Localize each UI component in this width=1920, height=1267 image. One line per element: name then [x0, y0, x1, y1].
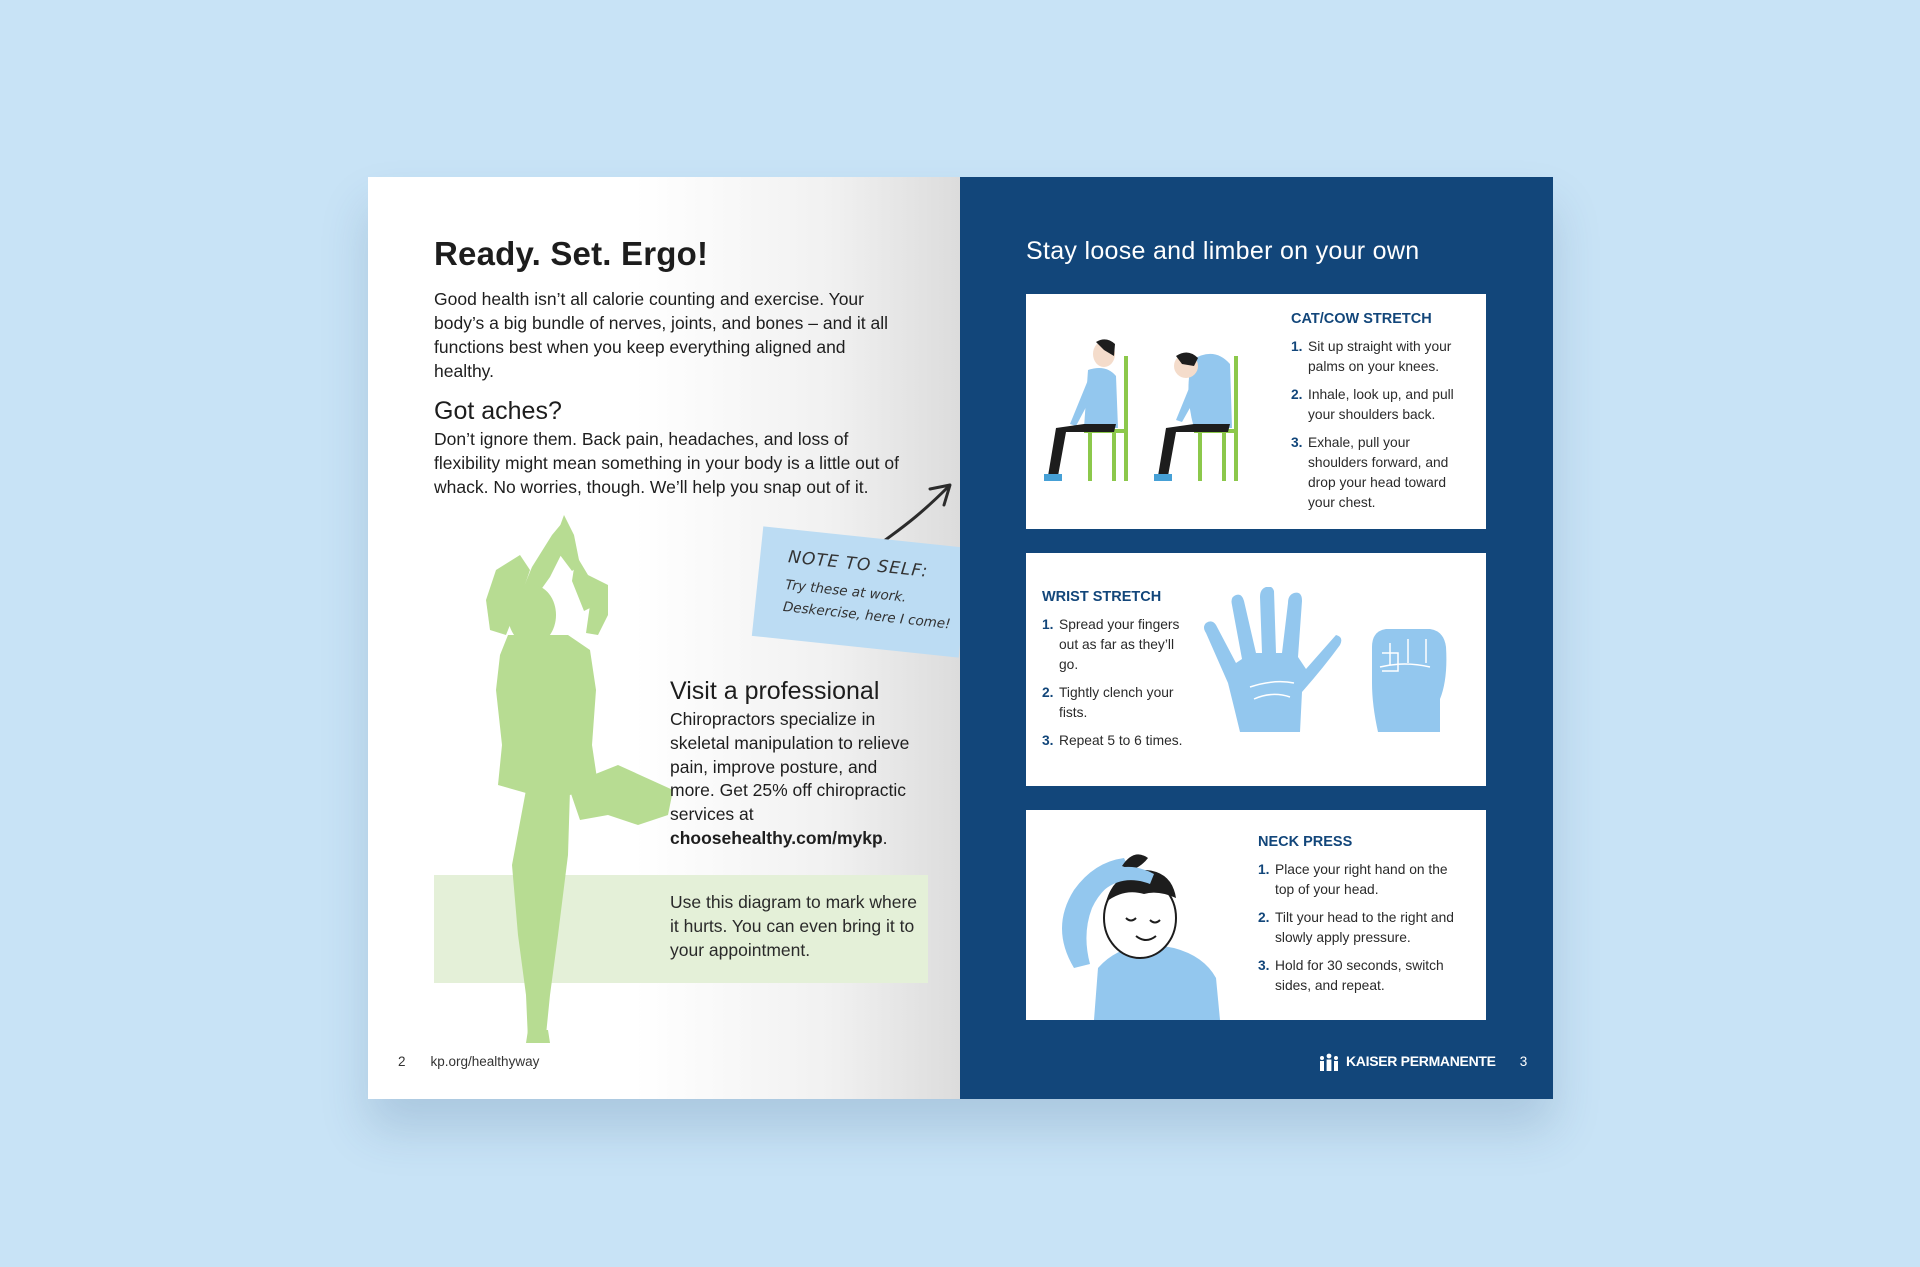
list-item	[1258, 908, 1470, 948]
step-number: 2.	[1042, 685, 1054, 700]
professional-paragraph	[670, 708, 920, 851]
brochure-spread	[368, 177, 1553, 1099]
step-text: Place your right hand on the top of your head.	[1275, 862, 1448, 897]
wrist-stretch-card	[1026, 553, 1486, 786]
arrow-icon	[878, 477, 958, 547]
list-item	[1291, 385, 1471, 425]
kaiser-permanente-logo-icon	[1318, 1053, 1340, 1071]
seated-stretch-illustration	[1044, 336, 1254, 486]
list-item	[1291, 337, 1471, 377]
intro-paragraph: Good health isn’t all calorie counting and exercise. Your body’s a big bundle of nerves, joints, and bones – and it all functions best when you keep everything aligned and healthy.	[434, 289, 889, 381]
wrist-heading: WRIST STRETCH	[1042, 589, 1162, 605]
neck-press-illustration	[1054, 848, 1224, 1020]
list-item	[1042, 731, 1197, 751]
step-text: Exhale, pull your shoulders forward, and drop your head toward your chest.	[1308, 435, 1449, 510]
step-number: 3.	[1042, 733, 1054, 748]
neck-press-card	[1026, 810, 1486, 1020]
page-number: 3	[1519, 1054, 1528, 1069]
wrist-steps	[1042, 615, 1197, 759]
step-text: Hold for 30 seconds, switch sides, and repeat.	[1275, 958, 1444, 993]
hand-stretch-illustration	[1194, 587, 1464, 737]
list-item	[1042, 683, 1197, 723]
step-text: Repeat 5 to 6 times.	[1059, 733, 1183, 748]
step-text: Tilt your head to the right and slowly apply pressure.	[1275, 910, 1454, 945]
step-text: Inhale, look up, and pull your shoulders back.	[1308, 387, 1454, 422]
step-number: 1.	[1291, 339, 1303, 354]
aches-heading: Got aches?	[434, 397, 562, 425]
note-line: Deskercise, here I come!	[782, 598, 952, 633]
right-page-title: Stay loose and limber on your own	[1026, 237, 1420, 265]
cat-cow-card	[1026, 294, 1486, 529]
step-number: 1.	[1042, 617, 1054, 632]
neck-press-steps	[1258, 860, 1470, 1004]
step-number: 2.	[1291, 387, 1303, 402]
professional-period: .	[882, 827, 888, 848]
list-item	[1258, 956, 1470, 996]
right-footer	[1318, 1053, 1527, 1071]
step-number: 3.	[1291, 435, 1303, 450]
footer-url[interactable]: kp.org/healthyway	[430, 1054, 540, 1069]
aches-paragraph: Don’t ignore them. Back pain, headaches, and loss of flexibility might mean something in your body is a little out of whack. No worries, though. We’ll help you snap out of it.	[434, 429, 899, 497]
note-heading: NOTE TO SELF:	[787, 547, 930, 582]
professional-text: Chiropractors specialize in skeletal manipulation to relieve pain, improve posture, and more. Get 25% off chiropractic services at	[670, 709, 910, 825]
page-number: 2	[398, 1054, 406, 1069]
note-line: Try these at work.	[784, 577, 908, 606]
brand-name: KAISER PERMANENTE	[1346, 1053, 1496, 1069]
step-text: Spread your fingers out as far as they’ll go.	[1059, 617, 1180, 672]
step-number: 3.	[1258, 958, 1270, 973]
step-text: Tightly clench your fists.	[1059, 685, 1174, 720]
cat-cow-steps	[1291, 337, 1471, 521]
diagram-instructions: Use this diagram to mark where it hurts. You can even bring it to your appointment.	[670, 892, 918, 960]
sticky-note-text	[782, 547, 957, 632]
list-item	[1258, 860, 1470, 900]
list-item	[1291, 433, 1471, 513]
step-number: 2.	[1258, 910, 1270, 925]
yoga-tree-pose-illustration	[468, 515, 678, 1045]
right-page	[960, 177, 1553, 1099]
left-page	[368, 177, 960, 1099]
chiropractic-link[interactable]: choosehealthy.com/mykp	[670, 827, 883, 848]
sticky-note	[752, 526, 960, 657]
cat-cow-heading: CAT/COW STRETCH	[1291, 311, 1432, 327]
page-title: Ready. Set. Ergo!	[434, 235, 709, 272]
step-number: 1.	[1258, 862, 1270, 877]
step-text: Sit up straight with your palms on your knees.	[1308, 339, 1452, 374]
neck-press-heading: NECK PRESS	[1258, 834, 1353, 850]
professional-heading: Visit a professional	[670, 677, 880, 705]
left-footer	[398, 1054, 539, 1069]
list-item	[1042, 615, 1197, 675]
